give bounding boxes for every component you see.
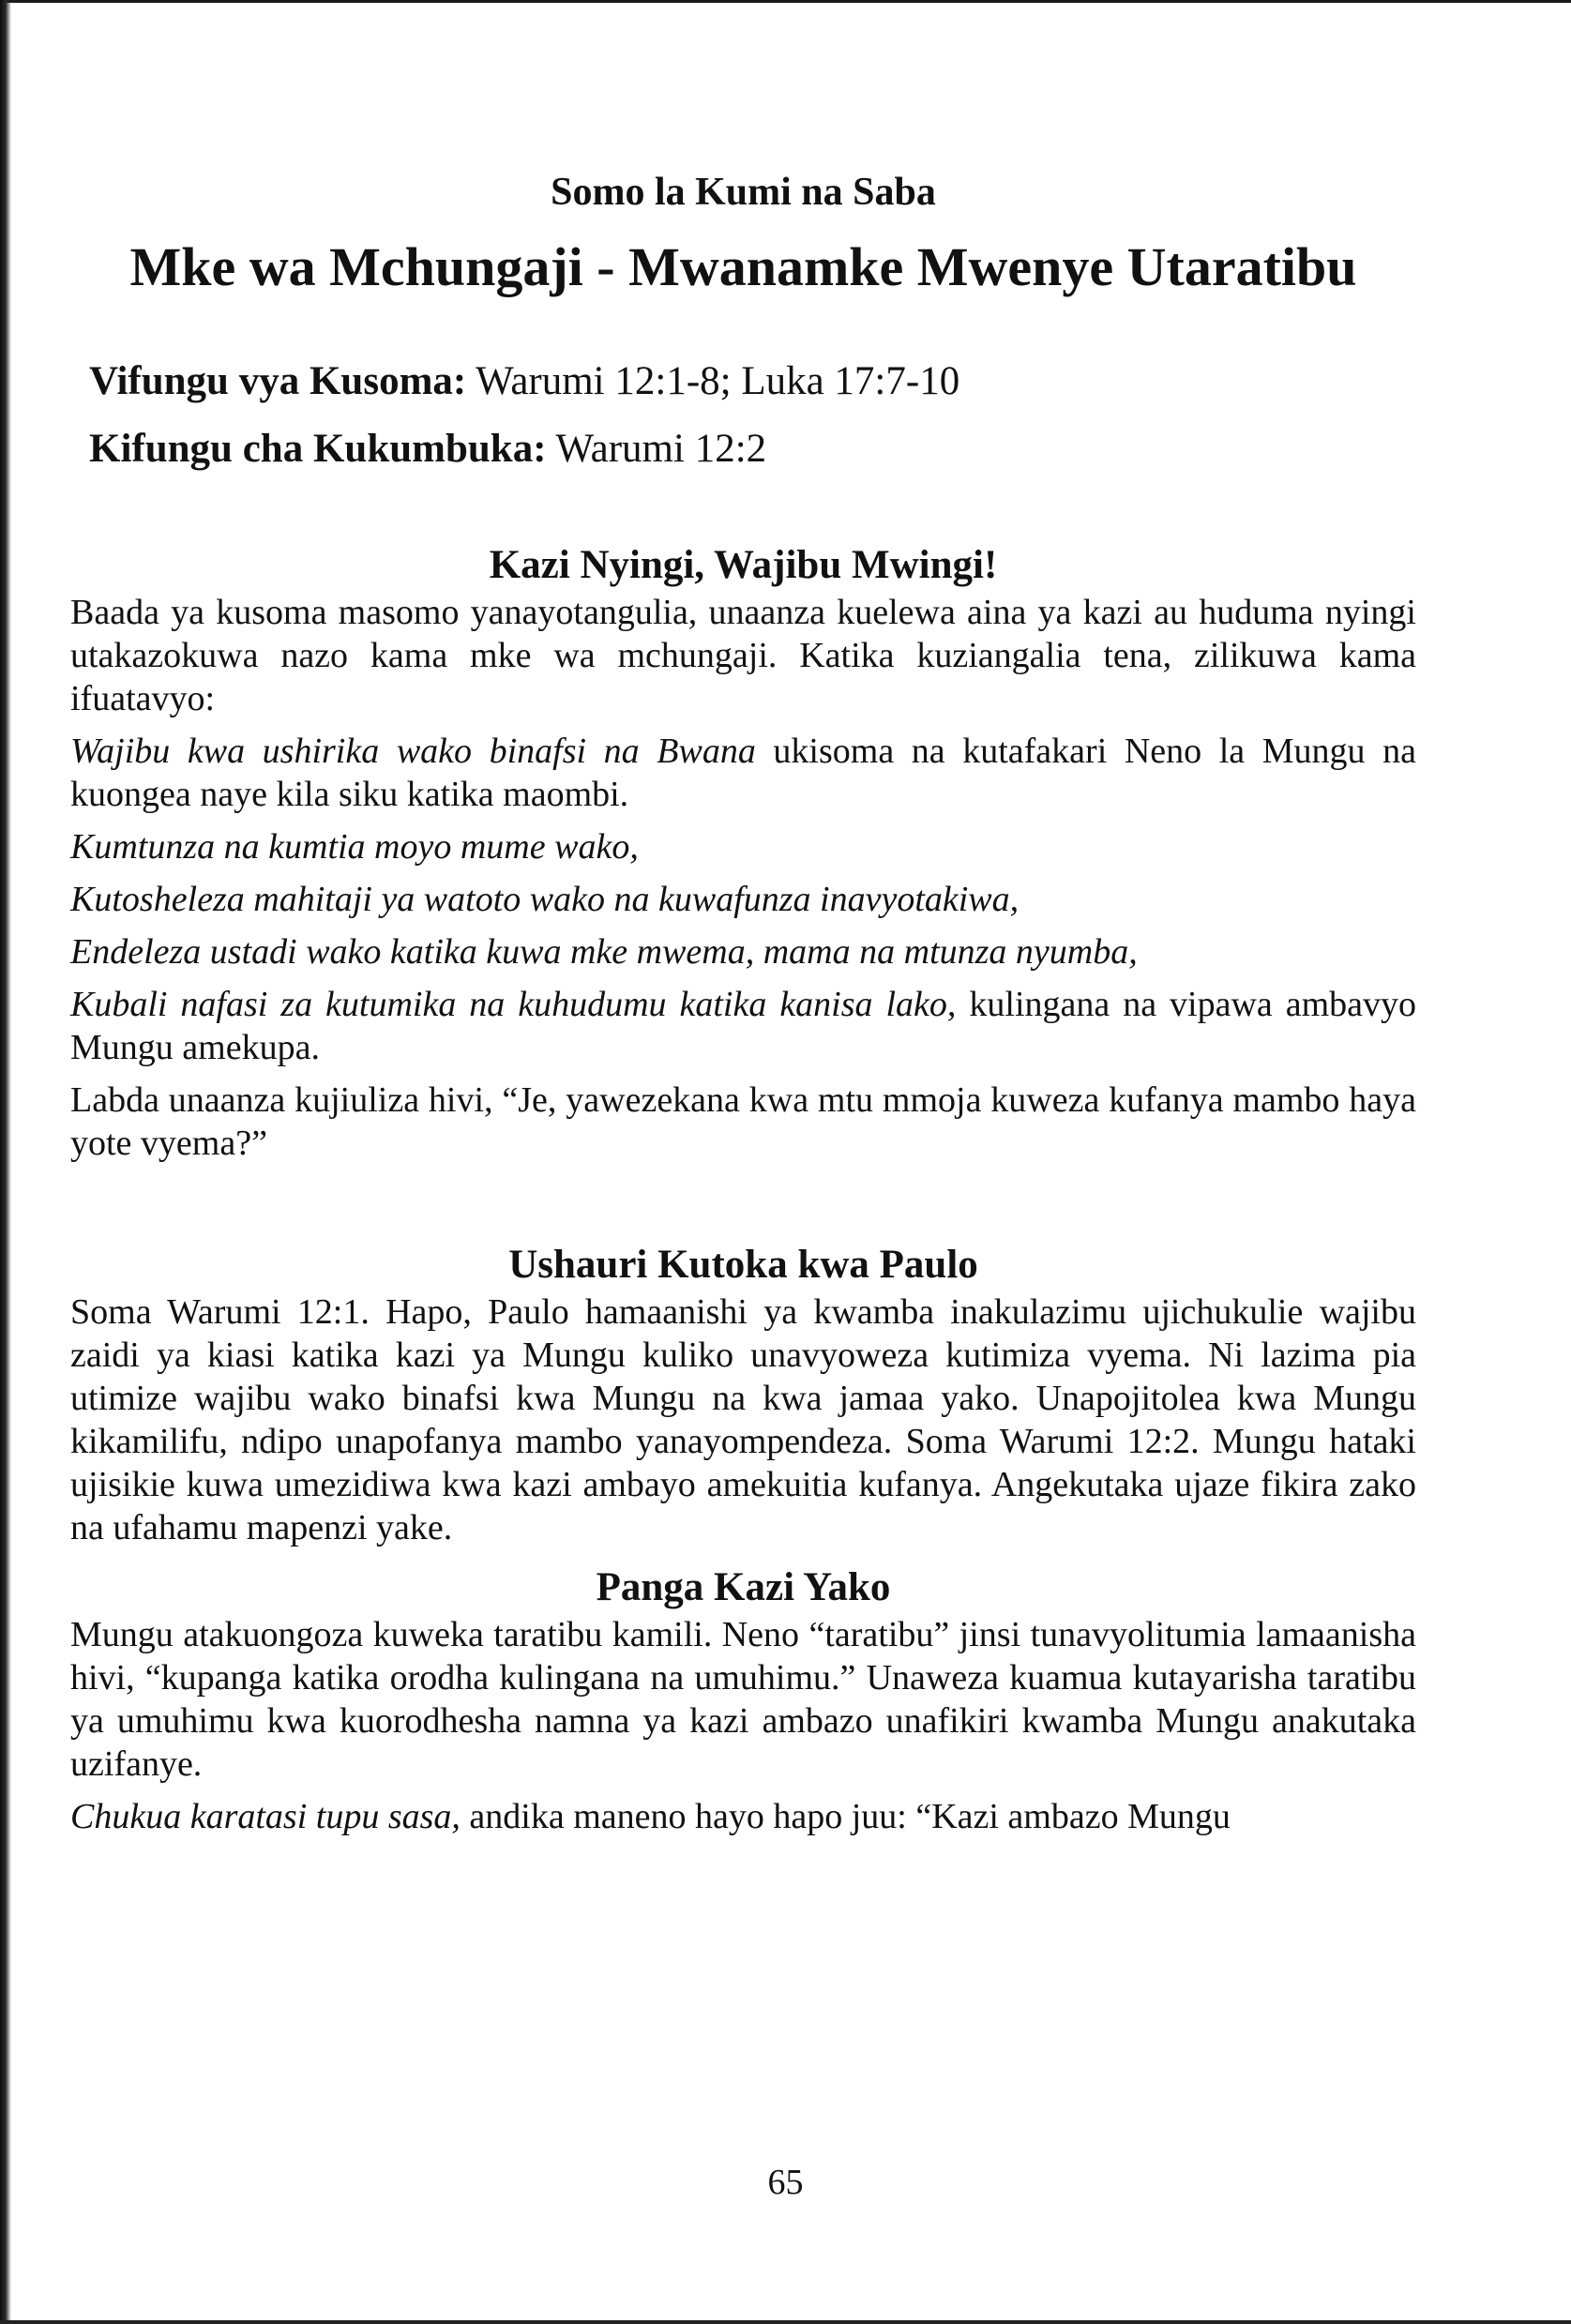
duty-1-rest: ukisoma na kutafakari Neno la Mungu na kuongea naye kila siku katika maombi.	[70, 732, 1417, 814]
duty-1-italic: Wajibu kwa ushirika wako binafsi na Bwana	[70, 732, 756, 771]
page-content	[70, 150, 1416, 1848]
section1-question: Labda unaanza kujiuliza hivi, “Je, yawezekana kwa mtu mmoja kuweza kufanya mambo haya yote vyema?”	[70, 1080, 1416, 1163]
section3-last-italic: Chukua karatasi tupu sasa,	[70, 1797, 461, 1836]
duty-2: Kumtunza na kumtia moyo mume wako,	[70, 827, 639, 867]
memory-value: Warumi 12:2	[546, 427, 767, 471]
duty-5-rest: kulingana na vipawa ambavyo Mungu amekupa.	[70, 985, 1416, 1067]
scan-edge-left	[0, 0, 11, 2324]
section-heading-kazi: Kazi Nyingi, Wajibu Mwingi!	[489, 543, 998, 587]
duty-5-italic: Kubali nafasi za kutumika na kuhudumu katika kanisa lako,	[70, 985, 957, 1024]
section2-body: Soma Warumi 12:1. Hapo, Paulo hamaanishi ya kwamba inakulazimu ujichukulie wajibu zaidi ya kiasi katika kazi ya Mungu kuliko unavyoweza kutimiza vyema. Ni lazima pia utimize wajibu wako binafsi kwa Mungu na kwa jamaa yako. Unapojitolea kwa Mungu kikamilifu, ndipo unapofanya mambo yanayompendeza. Soma Warumi 12:2. Mungu hataki ujisikie kuwa umezidiwa kwa kazi ambayo amekuitia kufanya. Angekutaka ujaze fikira zako na ufahamu mapenzi yake.	[70, 1292, 1416, 1547]
lesson-title: Mke wa Mchungaji - Mwanamke Mwenye Utaratibu	[129, 236, 1357, 297]
duty-1	[70, 730, 1416, 816]
section-heading-ushauri: Ushauri Kutoka kwa Paulo	[508, 1243, 978, 1287]
reading-value: Warumi 12:1-8; Luka 17:7-10	[466, 359, 960, 403]
reading-label: Vifungu vya Kusoma:	[89, 359, 467, 403]
lesson-number: Somo la Kumi na Saba	[551, 171, 936, 214]
section3-body: Mungu atakuongoza kuweka taratibu kamili. Neno “taratibu” jinsi tunavyolitumia lamaanisha hivi, “kupanga katika orodha kulingana na umuhimu.” Unaweza kuamua kutayarisha taratibu ya umuhimu kwa kuorodhesha namna ya kazi ambazo unafikiri kwamba Mungu anakutaka uzifanye.	[70, 1615, 1416, 1784]
memory-reference	[89, 424, 1416, 475]
page-number: 65	[767, 2163, 804, 2202]
duty-3: Kutosheleza mahitaji ya watoto wako na kuwafunza inavyotakiwa,	[70, 880, 1020, 919]
section1-intro: Baada ya kusoma masomo yanayotangulia, unaanza kuelewa aina ya kazi au huduma nyingi utakazokuwa nazo kama mke wa mchungaji. Katika kuziangalia tena, zilikuwa kama ifuatavyo:	[70, 593, 1416, 718]
duty-4: Endeleza ustadi wako katika kuwa mke mwema, mama na mtunza nyumba,	[70, 932, 1138, 972]
scan-edge-bottom	[0, 2320, 1571, 2324]
references	[70, 356, 1416, 475]
scan-edge-top	[0, 0, 1571, 3]
section3-last	[70, 1795, 1416, 1838]
memory-label: Kifungu cha Kukumbuka:	[89, 427, 547, 471]
section-heading-panga: Panga Kazi Yako	[596, 1565, 891, 1609]
reading-reference	[89, 356, 1416, 407]
duty-5	[70, 983, 1416, 1069]
section3-last-rest: andika maneno hayo hapo juu: “Kazi ambazo Mungu	[460, 1797, 1231, 1836]
